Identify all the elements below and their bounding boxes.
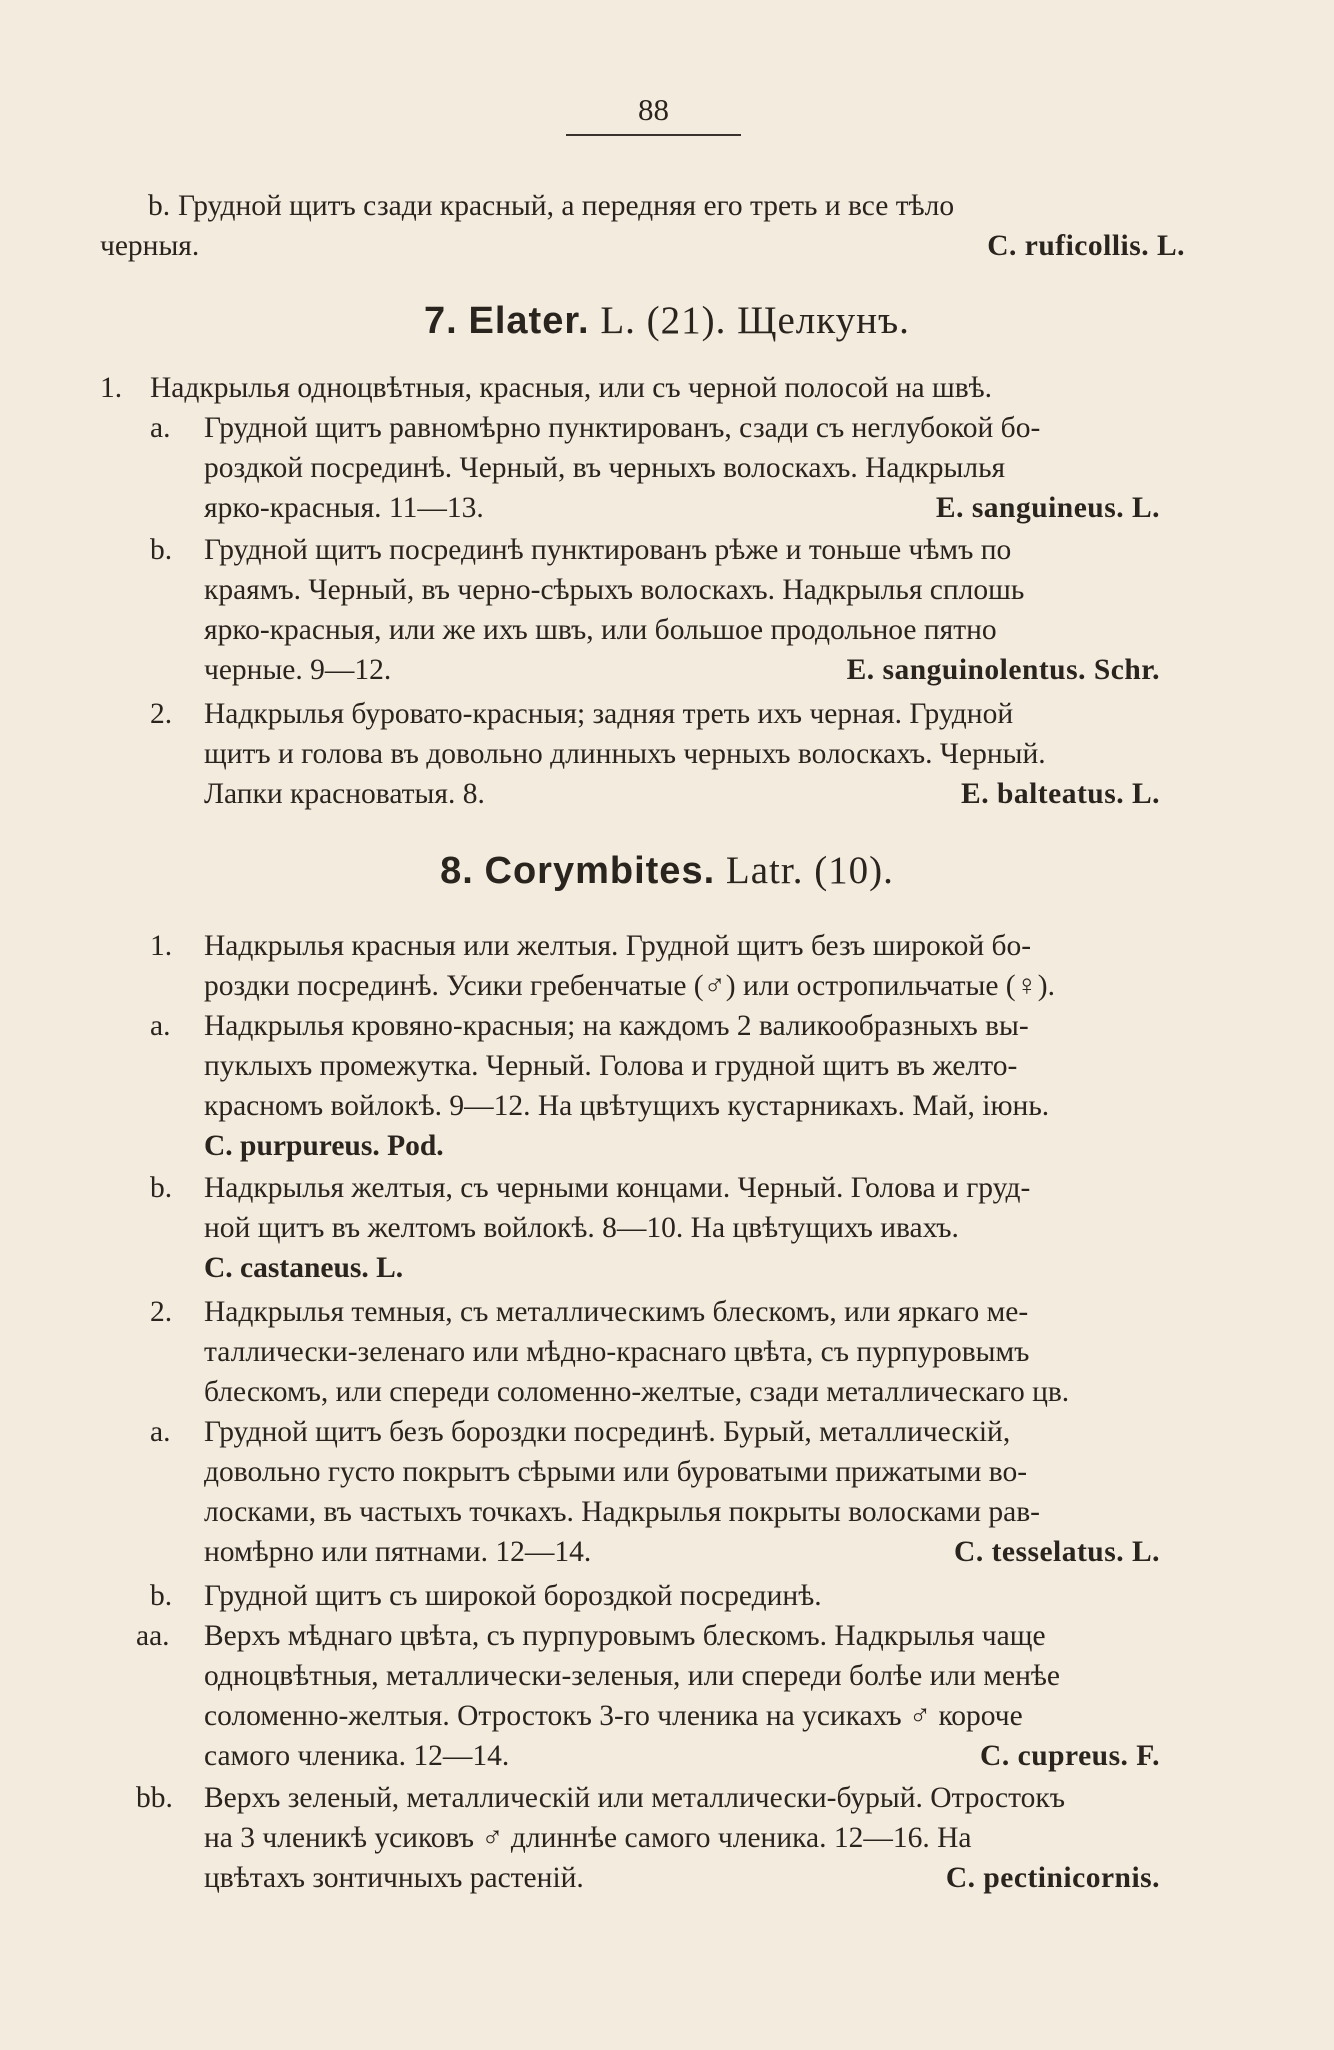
entry-line: Надкрылья желтыя, съ черными концами. Черный. Голова и груд- bbox=[204, 1172, 1031, 1204]
entry-line: Надкрылья кровяно-красныя; на каждомъ 2 валикообразныхъ вы- bbox=[204, 1010, 1029, 1042]
entry-line: цвѣтахъ зонтичныхъ растеній. bbox=[204, 1862, 584, 1894]
section-rest: L. (21). Щелкунъ. bbox=[600, 299, 910, 342]
species-name: C. cupreus. F. bbox=[980, 1740, 1160, 1772]
entry-marker: 2. bbox=[150, 698, 173, 730]
genus-name: Elater. bbox=[468, 300, 590, 342]
entry-last-line bbox=[204, 650, 1190, 690]
entry-line: Грудной щитъ равномѣрно пунктированъ, сзади съ неглубокой бо- bbox=[204, 412, 1041, 444]
entry-marker: 1. bbox=[100, 372, 123, 404]
entry-line: самого членика. 12—14. bbox=[204, 1740, 510, 1772]
entry-line: щитъ и голова въ довольно длинныхъ черныхъ волоскахъ. Черный. bbox=[204, 738, 1046, 770]
entry-line: соломенно-желтыя. Отростокъ 3-го членика на усикахъ ♂ короче bbox=[204, 1700, 1023, 1732]
entry-line: черные. 9—12. bbox=[204, 654, 392, 686]
section-number: 7. bbox=[424, 300, 458, 342]
section-heading-elater bbox=[0, 298, 1334, 343]
entry-marker: a. bbox=[150, 1010, 171, 1042]
genus-name: Corymbites. bbox=[484, 850, 716, 892]
section-number: 8. bbox=[440, 850, 474, 892]
entry-line: ной щитъ въ желтомъ войлокѣ. 8—10. На цвѣтущихъ ивахъ. bbox=[204, 1212, 959, 1244]
entry-s8-aa bbox=[136, 1616, 1190, 1776]
species-name: C. ruficollis. L. bbox=[987, 230, 1185, 262]
entry-line: Надкрылья буровато-красныя; задняя треть ихъ черная. Грудной bbox=[204, 698, 1014, 730]
entry-line: ярко-красныя, или же ихъ швъ, или большое продольное пятно bbox=[204, 614, 997, 646]
entry-line: блескомъ, или спереди соломенно-желтые, сзади металлическаго цв. bbox=[204, 1376, 1070, 1408]
entry-last-line bbox=[204, 488, 1190, 528]
species-name: C. pectinicornis. bbox=[945, 1862, 1160, 1894]
entry-last-line bbox=[204, 1532, 1190, 1572]
entry-line: краямъ. Черный, въ черно-сѣрыхъ волоскахъ. Надкрылья сплошь bbox=[204, 574, 1025, 606]
entry-line: номѣрно или пятнами. 12—14. bbox=[204, 1536, 592, 1568]
species-name: C. purpureus. Pod. bbox=[204, 1130, 444, 1162]
entry-marker: 1. bbox=[150, 930, 173, 962]
species-name: E. sanguinolentus. Schr. bbox=[846, 654, 1160, 686]
entry-s8-1 bbox=[150, 926, 1190, 1006]
section-heading-corymbites bbox=[0, 848, 1334, 893]
entry-line: Верхъ зеленый, металлическій или металлически-бурый. Отростокъ bbox=[204, 1782, 1065, 1814]
entry-line: Грудной щитъ съ широкой бороздкой посрединѣ. bbox=[204, 1580, 822, 1612]
entry-line: роздкой посрединѣ. Черный, въ черныхъ волоскахъ. Надкрылья bbox=[204, 452, 1006, 484]
entry-line: красномъ войлокѣ. 9—12. На цвѣтущихъ кустарникахъ. Май, іюнь. bbox=[204, 1090, 1050, 1122]
entry-marker: 2. bbox=[150, 1296, 173, 1328]
entry-intro-line2 bbox=[100, 226, 1195, 266]
entry-line: Верхъ мѣднаго цвѣта, съ пурпуровымъ блескомъ. Надкрылья чаще bbox=[204, 1620, 1046, 1652]
entry-text: черныя. bbox=[100, 230, 200, 262]
page-number: 88 bbox=[566, 92, 741, 136]
entry-marker: b. bbox=[150, 1580, 173, 1612]
entry-intro-b bbox=[100, 186, 1195, 266]
entry-marker: b. bbox=[150, 534, 173, 566]
entry-s7-b bbox=[150, 530, 1190, 690]
entry-marker: b. bbox=[150, 1172, 173, 1204]
entry-line: Грудной щитъ безъ бороздки посрединѣ. Бурый, металлическій, bbox=[204, 1416, 1011, 1448]
entry-marker: a. bbox=[150, 1416, 171, 1448]
entry-s8-a bbox=[150, 1006, 1190, 1166]
entry-s8-b bbox=[150, 1168, 1190, 1288]
entry-line: одноцвѣтныя, металлически-зеленыя, или спереди болѣе или менѣе bbox=[204, 1660, 1060, 1692]
species-name: E. sanguineus. L. bbox=[935, 492, 1160, 524]
entry-text: Грудной щитъ сзади красный, а передняя его треть и все тѣло bbox=[178, 190, 955, 222]
entry-intro-line1: b. Грудной щитъ сзади красный, а передняя его треть и все тѣло bbox=[100, 186, 1195, 226]
entry-line: таллически-зеленаго или мѣдно-краснаго цвѣта, съ пурпуровымъ bbox=[204, 1336, 1030, 1368]
species-name: C. castaneus. L. bbox=[204, 1252, 404, 1284]
entry-s8-2 bbox=[150, 1292, 1190, 1412]
entry-line: Надкрылья темныя, съ металлическимъ блескомъ, или яркаго ме- bbox=[204, 1296, 1029, 1328]
entry-last-line bbox=[204, 1736, 1190, 1776]
entry-marker: bb. bbox=[136, 1782, 173, 1814]
species-name: E. balteatus. L. bbox=[961, 778, 1160, 810]
entry-line: роздки посрединѣ. Усики гребенчатые (♂) или остропильчатые (♀). bbox=[204, 970, 1055, 1002]
entry-line: ярко-красныя. 11—13. bbox=[204, 492, 484, 524]
entry-s7-a bbox=[150, 408, 1190, 528]
entry-marker: a. bbox=[150, 412, 171, 444]
entry-line: Лапки красноватыя. 8. bbox=[204, 778, 485, 810]
entry-s8-bb bbox=[136, 1778, 1190, 1898]
entry-line: довольно густо покрытъ сѣрыми или буроватыми прижатыми во- bbox=[204, 1456, 1028, 1488]
entry-s8-2b bbox=[150, 1576, 1190, 1616]
entry-line: пуклыхъ промежутка. Черный. Голова и грудной щитъ въ желто- bbox=[204, 1050, 1018, 1082]
entry-line: Надкрылья красныя или желтыя. Грудной щитъ безъ широкой бо- bbox=[204, 930, 1032, 962]
entry-last-line bbox=[204, 774, 1190, 814]
section-rest: Latr. (10). bbox=[725, 849, 894, 892]
entry-marker: aa. bbox=[136, 1620, 170, 1652]
entry-s7-2 bbox=[150, 694, 1190, 814]
entry-text: Надкрылья одноцвѣтныя, красныя, или съ черной полосой на швѣ. bbox=[150, 372, 993, 404]
species-name: C. tesselatus. L. bbox=[954, 1536, 1160, 1568]
entry-line: лосками, въ частыхъ точкахъ. Надкрылья покрыты волосками рав- bbox=[204, 1496, 1040, 1528]
entry-s8-2a bbox=[150, 1412, 1190, 1572]
entry-line: на 3 членикѣ усиковъ ♂ длиннѣе самого членика. 12—16. На bbox=[204, 1822, 972, 1854]
entry-s7-1 bbox=[100, 368, 1190, 408]
entry-last-line bbox=[204, 1858, 1190, 1898]
entry-line: Грудной щитъ посрединѣ пунктированъ рѣже и тоньше чѣмъ по bbox=[204, 534, 1012, 566]
